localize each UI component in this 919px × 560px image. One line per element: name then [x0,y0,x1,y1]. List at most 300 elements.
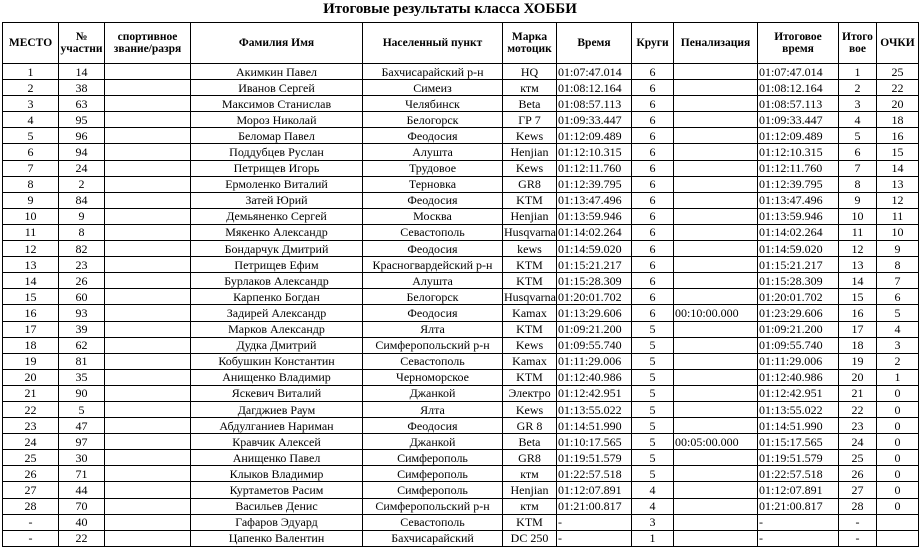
cell-moto: Beta [503,96,557,112]
cell-city: Симферополь [363,450,503,466]
cell-total-time: 01:08:12.164 [758,80,839,96]
cell-city: Ялта [363,401,503,417]
cell-overall: 21 [839,385,877,401]
cell-moto: GR 8 [503,418,557,434]
cell-total-time: 01:15:28.309 [758,273,839,289]
cell-overall: 10 [839,208,877,224]
cell-penalty [674,498,758,514]
cell-rank [105,418,191,434]
cell-bib: 70 [59,498,105,514]
table-row [3,337,919,353]
cell-city: Алушта [363,144,503,160]
cell-overall: 6 [839,144,877,160]
column-header-moto: Марка мотоцик [503,23,557,64]
cell-moto: ктм [503,466,557,482]
cell-points: 0 [877,401,919,417]
table-row [3,64,919,80]
table-row [3,418,919,434]
cell-place: 5 [3,128,59,144]
cell-bib: 62 [59,337,105,353]
cell-overall: 5 [839,128,877,144]
cell-rank [105,289,191,305]
cell-city: Белогорск [363,112,503,128]
table-header-row [3,23,919,64]
cell-name: Анищенко Владимир [191,369,363,385]
cell-place: - [3,530,59,546]
cell-time: 01:09:33.447 [557,112,632,128]
column-header-place: МЕСТО [3,23,59,64]
cell-rank [105,498,191,514]
cell-name: Васильев Денис [191,498,363,514]
cell-overall: 25 [839,450,877,466]
cell-city: Симферопольский р-н [363,337,503,353]
cell-total-time: 01:23:29.606 [758,305,839,321]
cell-moto: KTM [503,514,557,530]
cell-bib: 94 [59,144,105,160]
cell-points: 13 [877,176,919,192]
cell-place: 17 [3,321,59,337]
column-header-penalty: Пенализация [674,23,758,64]
table-row [3,321,919,337]
cell-bib: 40 [59,514,105,530]
cell-city: Черноморское [363,369,503,385]
cell-place: 10 [3,208,59,224]
cell-penalty [674,192,758,208]
cell-points: 0 [877,498,919,514]
column-header-bib: № участни [59,23,105,64]
cell-time: 01:14:59.020 [557,241,632,257]
cell-overall: - [839,530,877,546]
cell-time: 01:12:39.795 [557,176,632,192]
cell-city: Севастополь [363,514,503,530]
cell-laps: 5 [632,450,674,466]
cell-total-time: 01:13:55.022 [758,401,839,417]
cell-name: Бондарчук Дмитрий [191,241,363,257]
cell-laps: 6 [632,80,674,96]
cell-moto: Henjian [503,208,557,224]
cell-points: 12 [877,192,919,208]
cell-time: 01:07:47.014 [557,64,632,80]
cell-moto: Husqvarna [504,225,556,240]
cell-total-time: 01:21:00.817 [758,498,839,514]
cell-points: 1 [877,369,919,385]
cell-bib: 97 [59,434,105,450]
cell-time: 01:09:55.740 [557,337,632,353]
cell-rank [105,144,191,160]
cell-total-time: 01:12:10.315 [758,144,839,160]
cell-points: 16 [877,128,919,144]
cell-laps: 5 [632,418,674,434]
cell-time: 01:14:51.990 [557,418,632,434]
cell-city: Белогорск [363,289,503,305]
cell-total-time: 01:12:09.489 [758,128,839,144]
cell-place: 9 [3,192,59,208]
column-header-city: Населенный пункт [363,23,503,64]
cell-rank [105,530,191,546]
cell-name: Петрищев Игорь [191,160,363,176]
cell-bib: 14 [59,64,105,80]
cell-total-time: 01:14:59.020 [758,241,839,257]
cell-points: 15 [877,144,919,160]
cell-total-time: 01:07:47.014 [758,64,839,80]
cell-name: Яскевич Виталий [191,385,363,401]
cell-bib: 38 [59,80,105,96]
cell-bib: 5 [59,401,105,417]
cell-name: Марков Александр [191,321,363,337]
cell-name: Кравчик Алексей [191,434,363,450]
cell-name: Беломар Павел [191,128,363,144]
cell-place: 12 [3,241,59,257]
cell-points: 5 [877,305,919,321]
cell-points: 0 [877,385,919,401]
cell-moto: Kews [503,401,557,417]
cell-rank [105,401,191,417]
cell-total-time: 01:13:47.496 [758,192,839,208]
cell-overall: 23 [839,418,877,434]
cell-rank [105,80,191,96]
cell-penalty [674,144,758,160]
cell-total-time: 01:08:57.113 [758,96,839,112]
cell-place: 7 [3,160,59,176]
cell-place: 6 [3,144,59,160]
cell-points: 25 [877,64,919,80]
table-row [3,353,919,369]
cell-rank [105,466,191,482]
column-header-rank: спортивное звание/разря [105,23,191,64]
cell-place: 1 [3,64,59,80]
cell-moto: Beta [503,434,557,450]
cell-moto: DC 250 [503,530,557,546]
table-row [3,144,919,160]
cell-penalty [674,64,758,80]
cell-penalty [674,385,758,401]
cell-time: 01:15:21.217 [557,257,632,273]
cell-total-time: 01:12:11.760 [758,160,839,176]
cell-rank [105,257,191,273]
cell-time: 01:13:29.606 [557,305,632,321]
cell-name: Дудка Дмитрий [191,337,363,353]
cell-penalty [674,80,758,96]
cell-name: Цапенко Валентин [191,530,363,546]
cell-laps: 6 [632,160,674,176]
cell-place: 21 [3,385,59,401]
cell-city: Трудовое [363,160,503,176]
cell-total-time: 01:09:55.740 [758,337,839,353]
cell-overall: 16 [839,305,877,321]
cell-city: Симферополь [363,466,503,482]
cell-place: 22 [3,401,59,417]
column-header-name: Фамилия Имя [191,23,363,64]
cell-place: 2 [3,80,59,96]
cell-points: 18 [877,112,919,128]
cell-name: Карпенко Богдан [191,289,363,305]
cell-moto: GR8 [503,450,557,466]
cell-time: 01:13:55.022 [557,401,632,417]
table-body [3,64,919,547]
cell-city: Алушта [363,273,503,289]
cell-name: Затей Юрий [191,192,363,208]
cell-time: 01:12:07.891 [557,482,632,498]
cell-place: 28 [3,498,59,514]
table-row [3,176,919,192]
table-row [3,401,919,417]
cell-laps: 5 [632,369,674,385]
table-row [3,257,919,273]
cell-name: Задирей Александр [191,305,363,321]
cell-penalty [674,514,758,530]
cell-moto: Электро [503,385,557,401]
cell-city: Феодосия [363,192,503,208]
cell-laps: 6 [632,289,674,305]
cell-penalty [674,160,758,176]
cell-moto: GR8 [503,176,557,192]
cell-points: 14 [877,160,919,176]
cell-bib: 95 [59,112,105,128]
cell-penalty [674,112,758,128]
cell-points: 0 [877,418,919,434]
cell-name: Мякенко Александр [191,224,363,240]
cell-city: Ялта [363,321,503,337]
cell-place: 13 [3,257,59,273]
cell-points: 4 [877,321,919,337]
table-row [3,208,919,224]
cell-total-time: 01:14:51.990 [758,418,839,434]
table-row [3,466,919,482]
cell-laps: 5 [632,466,674,482]
cell-moto: HQ [503,64,557,80]
cell-overall: 2 [839,80,877,96]
cell-penalty [674,224,758,240]
cell-penalty [674,257,758,273]
cell-place: 23 [3,418,59,434]
cell-city: Бахчисарайский [363,530,503,546]
cell-name: Гафаров Эдуард [191,514,363,530]
cell-penalty [674,418,758,434]
cell-penalty [674,128,758,144]
cell-total-time: 01:09:21.200 [758,321,839,337]
cell-moto: kews [503,241,557,257]
cell-points: 10 [877,224,919,240]
cell-bib: 44 [59,482,105,498]
cell-points: 0 [877,450,919,466]
cell-points: 0 [877,466,919,482]
cell-rank [105,112,191,128]
cell-penalty: 00:05:00.000 [674,434,758,450]
cell-place: 25 [3,450,59,466]
cell-name: Максимов Станислав [191,96,363,112]
cell-time: 01:10:17.565 [557,434,632,450]
cell-total-time: 01:15:21.217 [758,257,839,273]
table-row [3,450,919,466]
cell-city: Джанкой [363,385,503,401]
cell-total-time: 01:13:59.946 [758,208,839,224]
cell-penalty [674,208,758,224]
cell-points: 6 [877,289,919,305]
cell-place: 18 [3,337,59,353]
cell-laps: 6 [632,96,674,112]
cell-bib: 24 [59,160,105,176]
cell-time: 01:12:40.986 [557,369,632,385]
cell-penalty [674,450,758,466]
table-row [3,273,919,289]
cell-place: 24 [3,434,59,450]
column-header-points: ОЧКИ [877,23,919,64]
cell-place: 14 [3,273,59,289]
cell-overall: 12 [839,241,877,257]
cell-bib: 96 [59,128,105,144]
cell-place: 4 [3,112,59,128]
cell-city: Симферополь [363,482,503,498]
cell-rank [105,321,191,337]
cell-time: 01:19:51.579 [557,450,632,466]
table-row [3,289,919,305]
cell-penalty [674,353,758,369]
table-row [3,482,919,498]
cell-laps: 6 [632,64,674,80]
cell-name: Бурлаков Александр [191,273,363,289]
cell-penalty [674,466,758,482]
cell-overall: 14 [839,273,877,289]
cell-total-time: 01:14:02.264 [758,224,839,240]
cell-name: Петрищев Ефим [191,257,363,273]
cell-city: Москва [363,208,503,224]
cell-laps: 6 [632,305,674,321]
cell-time: 01:15:28.309 [557,273,632,289]
table-row [3,160,919,176]
cell-moto: KTM [503,369,557,385]
table-row [3,514,919,530]
cell-city: Бахчисарайский р-н [363,64,503,80]
cell-time: 01:13:59.946 [557,208,632,224]
cell-bib: 2 [59,176,105,192]
cell-penalty [674,273,758,289]
column-header-overall: Итого вое [839,23,877,64]
cell-overall: 17 [839,321,877,337]
cell-name: Анищенко Павел [191,450,363,466]
cell-penalty [674,369,758,385]
cell-place: - [3,514,59,530]
cell-place: 8 [3,176,59,192]
cell-overall: 4 [839,112,877,128]
cell-moto: ктм [503,80,557,96]
cell-rank [105,450,191,466]
cell-city: Красногвардейский р-н [363,257,503,273]
cell-bib: 90 [59,385,105,401]
cell-penalty [674,321,758,337]
cell-total-time: 01:15:17.565 [758,434,839,450]
cell-time: 01:08:12.164 [557,80,632,96]
table-row [3,530,919,546]
cell-laps: 6 [632,208,674,224]
cell-laps: 3 [632,514,674,530]
cell-overall: 7 [839,160,877,176]
cell-moto: KTM [503,192,557,208]
cell-name: Кобушкин Константин [191,353,363,369]
cell-time: 01:09:21.200 [557,321,632,337]
cell-rank [105,128,191,144]
cell-place: 27 [3,482,59,498]
cell-time: - [557,530,632,546]
cell-overall: 15 [839,289,877,305]
cell-name: Ермоленко Виталий [191,176,363,192]
cell-overall: - [839,514,877,530]
cell-moto: Kews [503,128,557,144]
cell-rank [105,337,191,353]
table-row [3,498,919,514]
cell-bib: 9 [59,208,105,224]
cell-moto: Kamax [503,305,557,321]
cell-points: 2 [877,353,919,369]
cell-laps: 6 [632,273,674,289]
cell-laps: 6 [632,144,674,160]
cell-total-time: - [758,530,839,546]
cell-overall: 27 [839,482,877,498]
cell-total-time: 01:20:01.702 [758,289,839,305]
cell-place: 26 [3,466,59,482]
cell-time: 01:22:57.518 [557,466,632,482]
cell-time: - [557,514,632,530]
cell-time: 01:08:57.113 [557,96,632,112]
cell-laps: 5 [632,385,674,401]
cell-penalty: 00:10:00.000 [674,305,758,321]
cell-laps: 1 [632,530,674,546]
cell-points: 20 [877,96,919,112]
table-row [3,80,919,96]
cell-name: Куртаметов Расим [191,482,363,498]
cell-rank [105,369,191,385]
cell-overall: 3 [839,96,877,112]
cell-points: 0 [877,482,919,498]
cell-points: 11 [877,208,919,224]
cell-bib: 8 [59,224,105,240]
cell-name: Демьяненко Сергей [191,208,363,224]
cell-rank [105,434,191,450]
cell-rank [105,96,191,112]
page-title: Итоговые результаты класса ХОББИ [323,1,577,17]
cell-total-time: 01:12:39.795 [758,176,839,192]
cell-rank [105,192,191,208]
cell-penalty [674,530,758,546]
cell-points [877,514,919,530]
column-header-total-time: Итоговое время [758,23,839,64]
cell-bib: 84 [59,192,105,208]
cell-name: Абдулганиев Нариман [191,418,363,434]
cell-rank [105,224,191,240]
table-row [3,224,919,240]
cell-total-time: 01:09:33.447 [758,112,839,128]
cell-overall: 20 [839,369,877,385]
cell-overall: 11 [839,224,877,240]
cell-time: 01:12:11.760 [557,160,632,176]
cell-time: 01:12:09.489 [557,128,632,144]
cell-place: 16 [3,305,59,321]
cell-moto: KTM [503,273,557,289]
cell-city: Симеиз [363,80,503,96]
cell-overall: 18 [839,337,877,353]
table-row [3,128,919,144]
cell-time: 01:12:10.315 [557,144,632,160]
cell-moto: Kews [503,160,557,176]
cell-laps: 4 [632,498,674,514]
table-row [3,96,919,112]
cell-overall: 28 [839,498,877,514]
cell-place: 3 [3,96,59,112]
table-row [3,385,919,401]
cell-city: Симферопольский р-н [363,498,503,514]
cell-overall: 19 [839,353,877,369]
cell-moto: Kamax [503,353,557,369]
cell-rank [105,514,191,530]
